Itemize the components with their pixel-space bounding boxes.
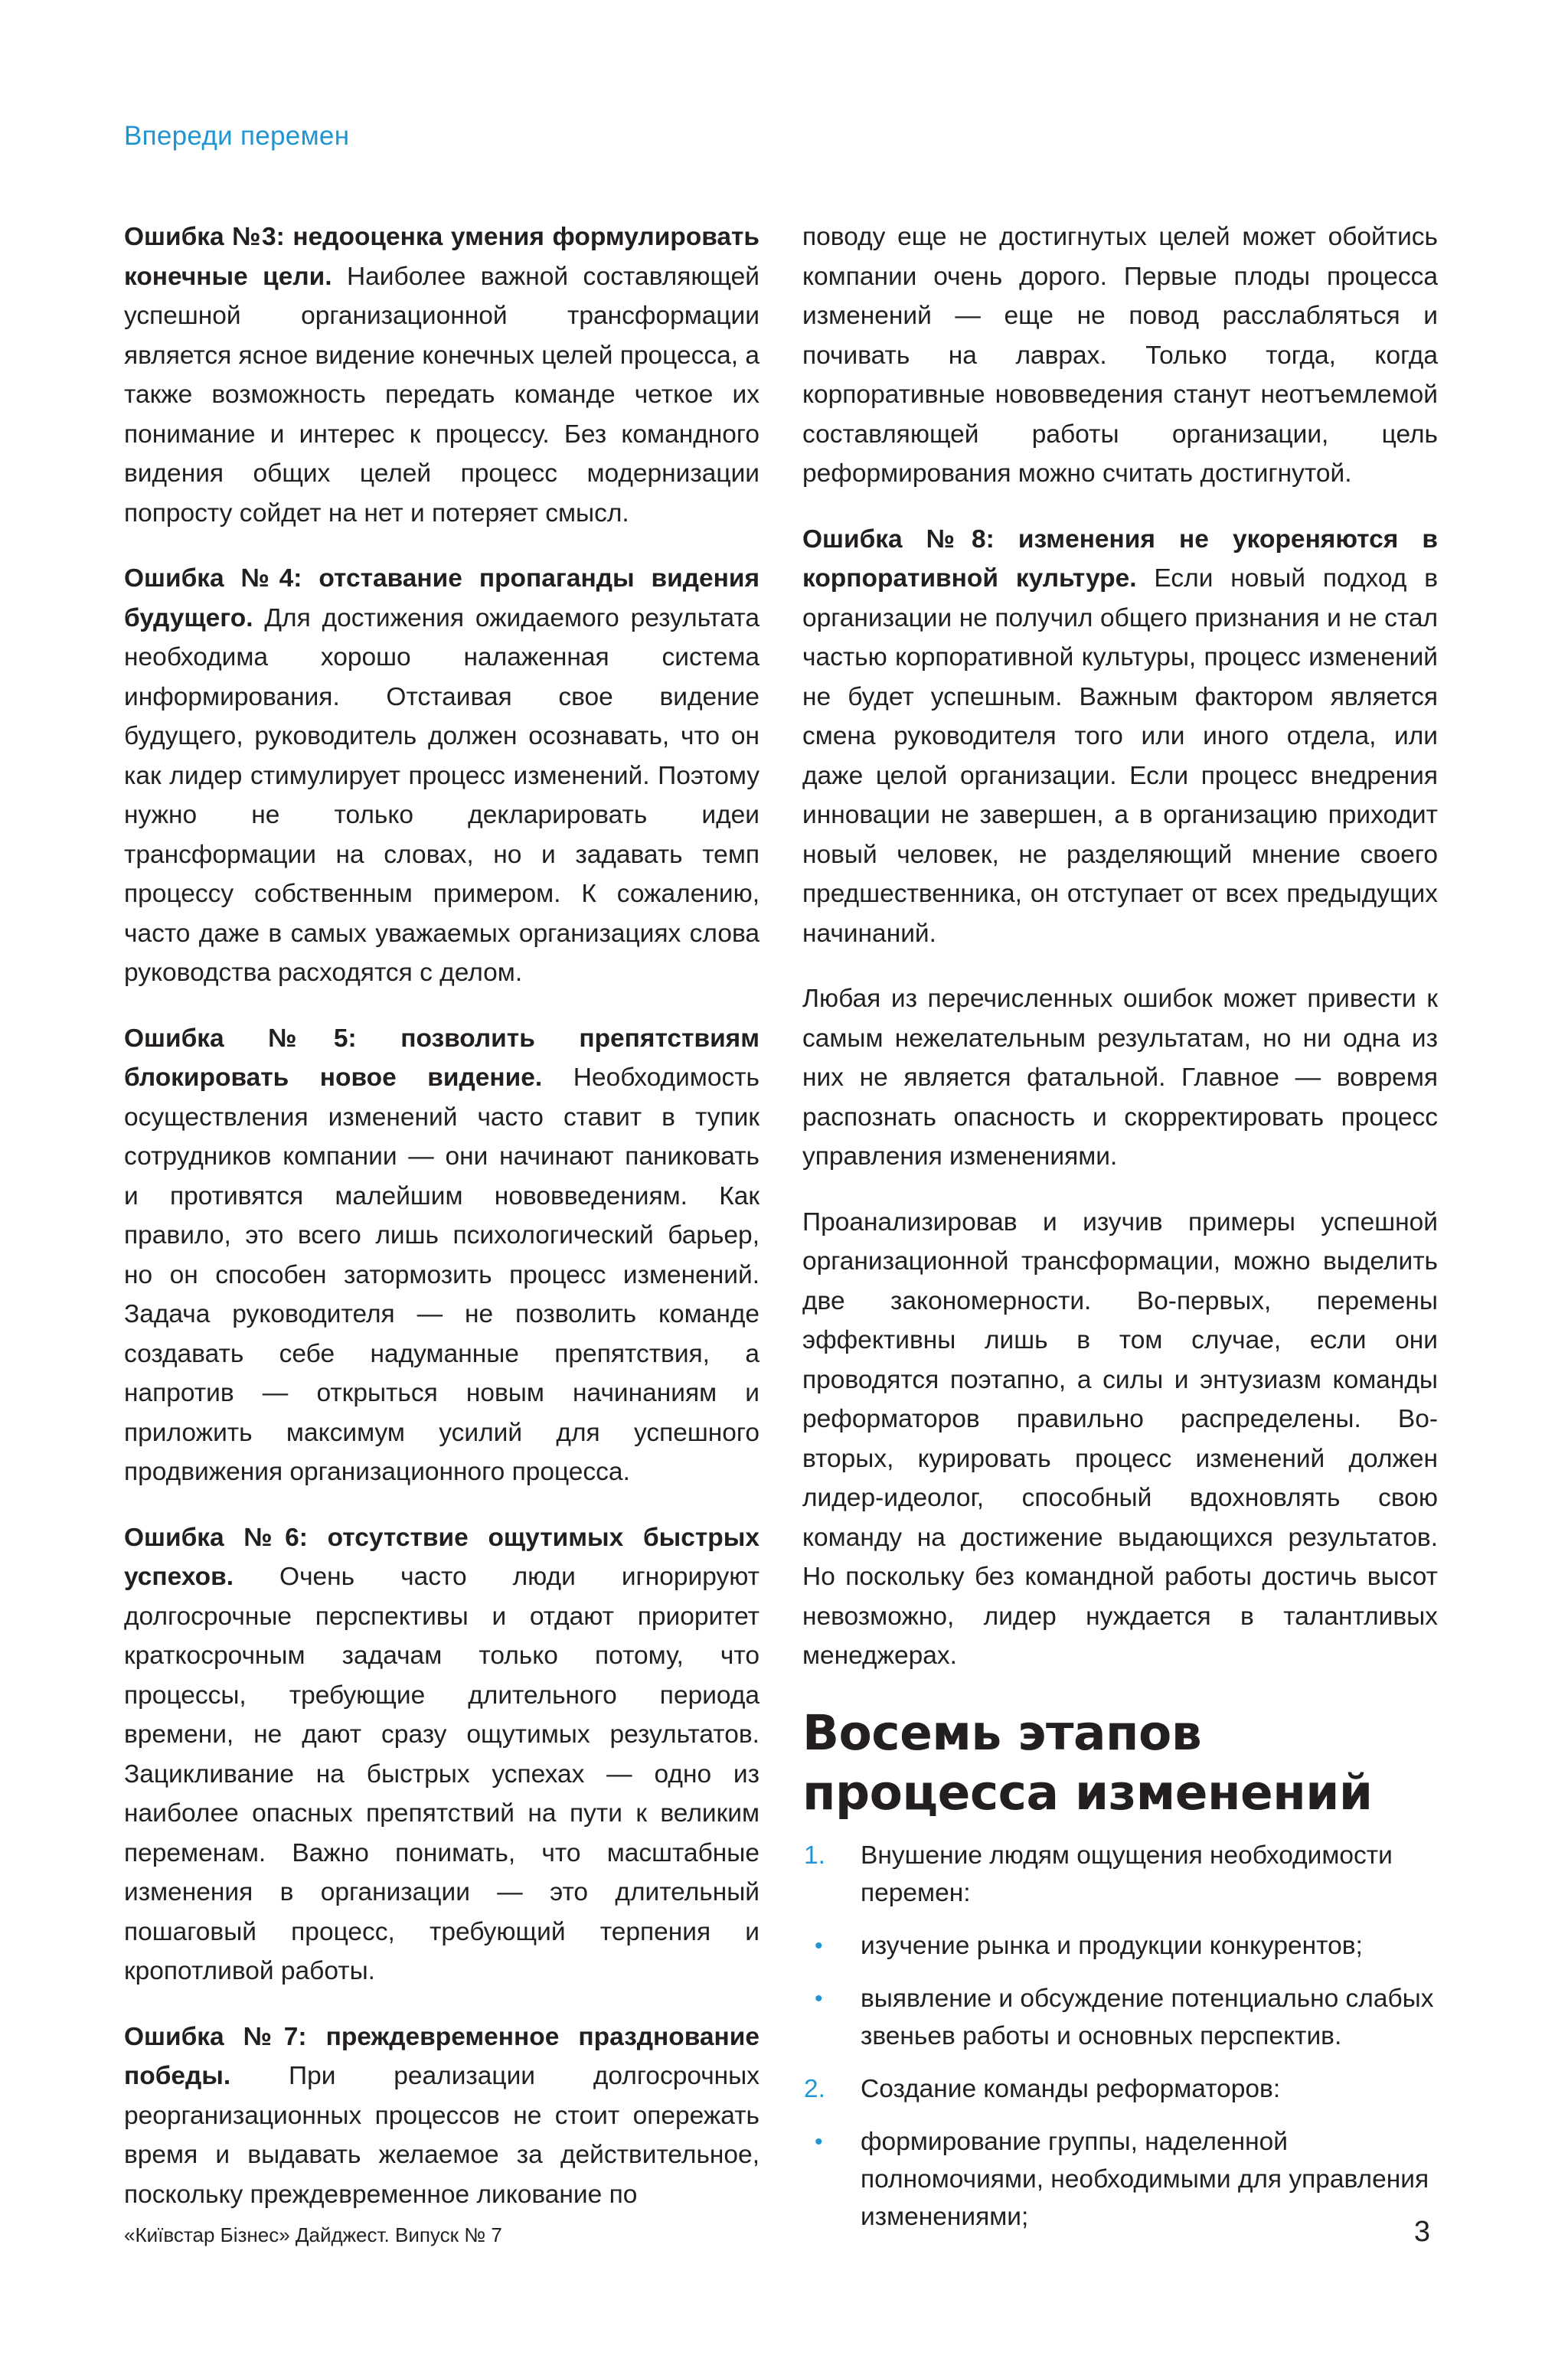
paragraph-analysis: [802, 1203, 1438, 1676]
paragraph-text: Очень часто люди игнорируют долгосрочные перспективы и отдают приоритет краткосрочным задачам только потому, что процессы, требующие длительного периода времени, не дают сразу ощутимых результатов. Зацикливание на быстрых успехах — одно из наиболее опасных препятствий на пути к великим переменам. Важно понимать, что масштабные изменения в организации — это длительный пошаговый процесс, требующий терпения и кропотливой работы.: [124, 1563, 760, 1985]
footer-publication: «Київстар Бізнес» Дайджест. Випуск № 7: [124, 2223, 502, 2246]
list-item-text: изучение рынка и продукции конкурентов;: [861, 1931, 1363, 1960]
bullet-icon: •: [815, 1985, 823, 2011]
list-item-text: Внушение людям ощущения необходимости перемен:: [861, 1841, 1393, 1907]
paragraph-error-5: [124, 1019, 760, 1492]
list-number: 1.: [804, 1841, 825, 1870]
stages-list: [802, 1837, 1438, 2236]
paragraph-error-4: [124, 559, 760, 993]
paragraph-text: Проанализировав и изучив примеры успешной организационной трансформации, можно выделить две закономерности. Во-первых, перемены эффективны лишь в том случае, если они проводятся поэтапно, а силы и энтузиазм команды реформаторов правильно распределены. Во-вторых, курировать процесс изменений должен лидер-идеолог, способный вдохновлять свою команду на достижение выдающихся результатов. Но поскольку без командной работы достичь высот невозможно, лидер нуждается в талантливых менеджерах.: [802, 1207, 1438, 1670]
list-item: [802, 1837, 1438, 1912]
section-title-line: Восемь этапов: [802, 1704, 1202, 1761]
paragraph-text: Любая из перечисленных ошибок может привести к самым нежелательным результатам, но ни одна из них не является фатальной. Главное — вовремя распознать опасность и скорректировать процесс управления изменениями.: [802, 985, 1438, 1171]
bullet-icon: •: [815, 2128, 823, 2154]
paragraph-continuation: [802, 217, 1438, 494]
paragraph-lead: Ошибка №8: изменения не укореняются в корпоративной культуре.: [802, 524, 1438, 593]
paragraph-error-3: [124, 217, 760, 533]
paragraph-text: Для достижения ожидаемого результата необходима хорошо налаженная система информирования. Отстаивая свое видение будущего, руководитель должен осознавать, что он как лидер стимулирует процесс изменений. Поэтому нужно не только декларировать идеи трансформации на словах, но и задавать темп процессу собственным примером. К сожалению, часто даже в самых уважаемых организациях слова руководства расходятся с делом.: [124, 603, 760, 987]
paragraph-lead: Ошибка №4: отставание пропаганды видения будущего.: [124, 564, 760, 632]
paragraph-summary: [802, 979, 1438, 1177]
list-item-text: Создание команды реформаторов:: [861, 2074, 1281, 2103]
page-number: 3: [1413, 2216, 1430, 2248]
list-item: [802, 1980, 1438, 2055]
list-item: [802, 1927, 1438, 1965]
paragraph-text: поводу еще не достигнутых целей может обойтись компании очень дорого. Первые плоды процесса изменений — еще не повод расслабляться и почивать на лаврах. Только тогда, когда корпоративные нововведения станут неотъемлемой составляющей работы организации, цель реформирования можно считать достигнутой.: [802, 223, 1438, 488]
paragraph-lead: Ошибка №6: отсутствие ощутимых быстрых успехов.: [124, 1523, 760, 1591]
section-title-line: процесса изменений: [802, 1764, 1373, 1821]
bullet-icon: •: [815, 1932, 823, 1958]
paragraph-text: При реализации долгосрочных реорганизационных процессов не стоит опережать время и выдавать желаемое за действительное, поскольку преждевременное ликование по: [124, 2062, 760, 2209]
list-item: [802, 2123, 1438, 2236]
paragraph-lead: Ошибка №3: недооценка умения формулировать конечные цели.: [124, 223, 760, 291]
paragraph-error-8: [802, 520, 1438, 954]
running-header: Впереди перемен: [124, 121, 350, 151]
right-column: [802, 217, 1438, 2251]
list-item-text: формирование группы, наделенной полномочиями, необходимыми для управления изменениями;: [861, 2127, 1429, 2231]
list-number: 2.: [804, 2074, 825, 2103]
paragraph-lead: Ошибка №7: преждевременное празднование победы.: [124, 2022, 760, 2090]
left-column: [124, 217, 760, 2240]
paragraph-lead: Ошибка №5: позволить препятствиям блокировать новое видение.: [124, 1024, 760, 1092]
paragraph-text: Если новый подход в организации не получил общего признания и не стал частью корпоративной культуры, процесс изменений не будет успешным. Важным фактором является смена руководителя того или иного отдела, или даже целой организации. Если процесс внедрения инновации не завершен, а в организацию приходит новый человек, не разделяющий мнение своего предшественника, он отступает от всех предыдущих начинаний.: [802, 564, 1438, 948]
section-title: [802, 1704, 1438, 1823]
list-item: [802, 2070, 1438, 2108]
paragraph-text: Наиболее важной составляющей успешной организационной трансформации является ясное видение конечных целей процесса, а также возможность передать команде четкое их понимание и интерес к процессу. Без командного видения общих целей процесс модернизации попросту сойдет на нет и потеряет смысл.: [124, 262, 760, 528]
paragraph-error-6: [124, 1518, 760, 1991]
list-item-text: выявление и обсуждение потенциально слабых звеньев работы и основных перспектив.: [861, 1984, 1434, 2050]
paragraph-error-7: [124, 2017, 760, 2215]
paragraph-text: Необходимость осуществления изменений часто ставит в тупик сотрудников компании — они начинают паниковать и противятся малейшим нововведениям. Как правило, это всего лишь психологический барьер, но он способен затормозить процесс изменений. Задача руководителя — не позволить команде создавать себе надуманные препятствия, а напротив — открыться новым начинаниям и приложить максимум усилий для успешного продвижения организационного процесса.: [124, 1063, 760, 1486]
